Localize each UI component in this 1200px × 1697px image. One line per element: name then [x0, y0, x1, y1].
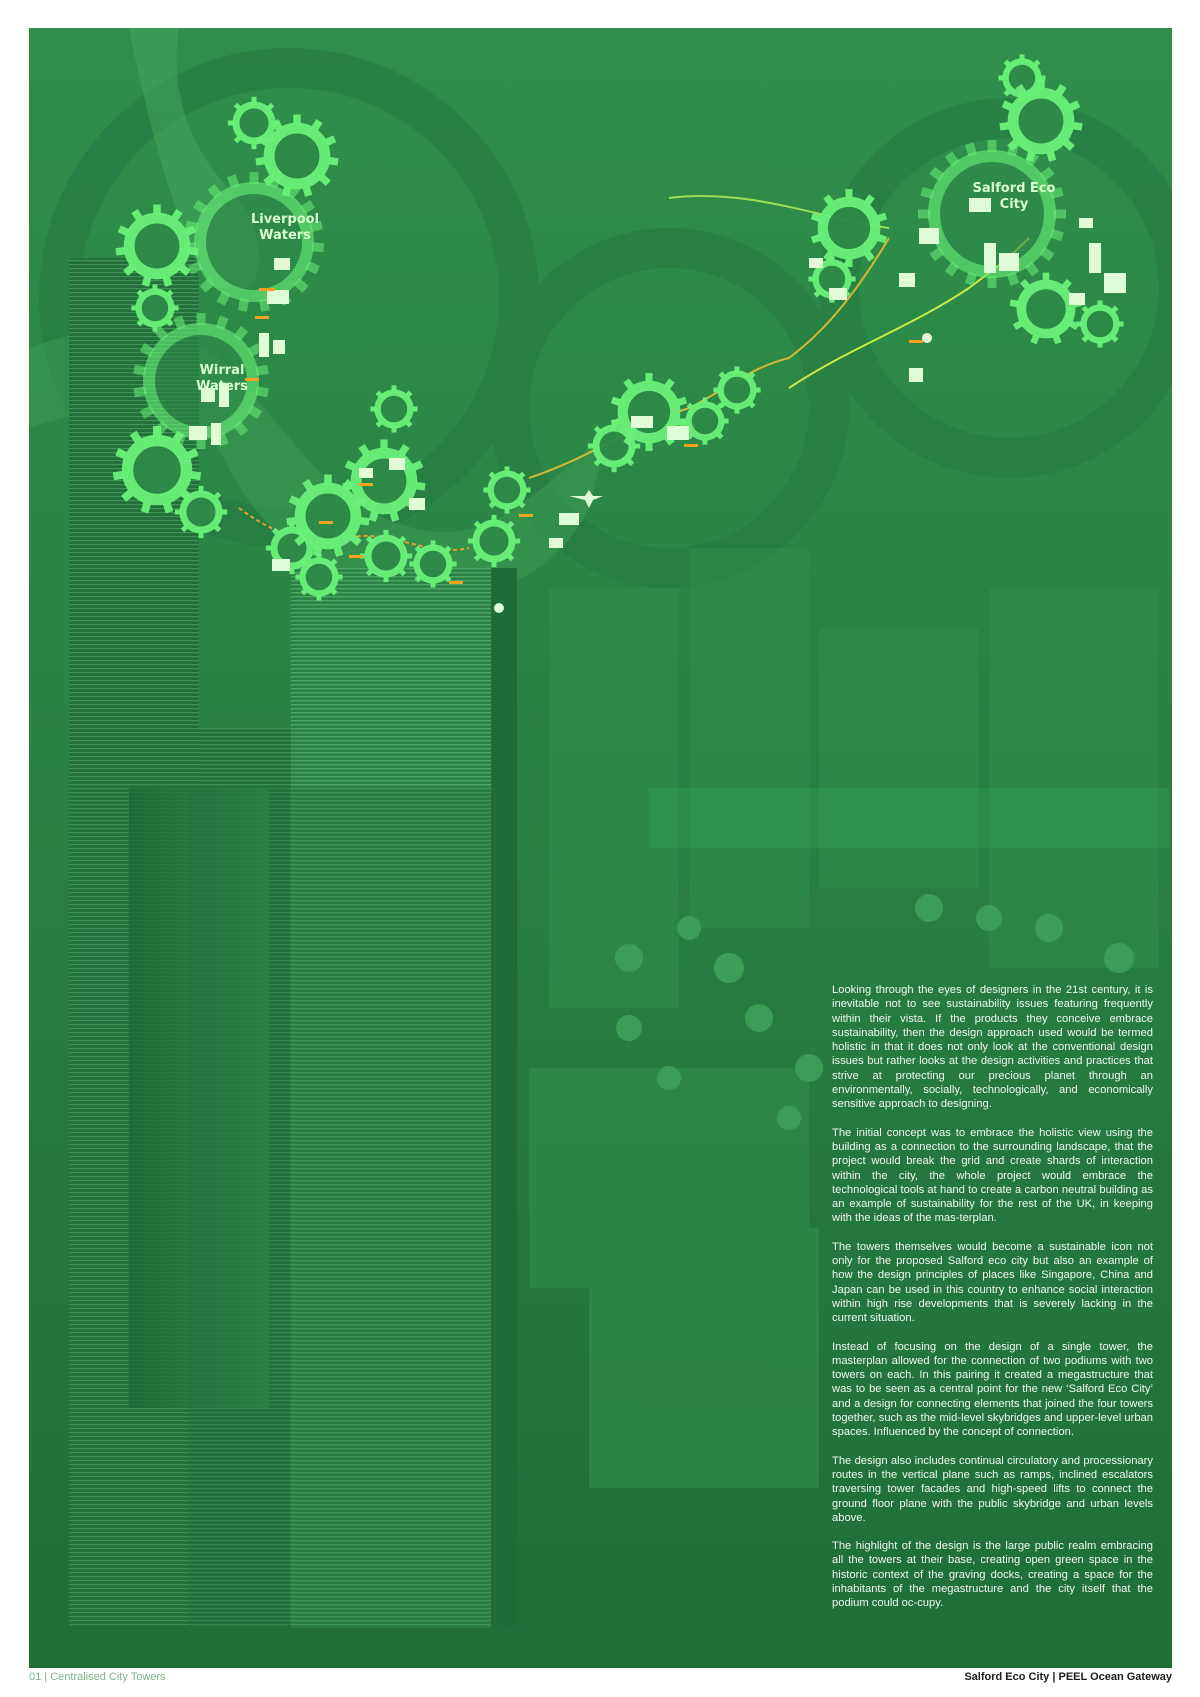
- building-icon: [809, 258, 823, 268]
- building-icon: [829, 288, 847, 300]
- building-icon: [274, 258, 290, 270]
- briefcase-icon: [409, 498, 425, 510]
- building-icon: [1069, 293, 1085, 305]
- building-icon: [919, 228, 939, 244]
- body-paragraph: Looking through the eyes of designers in the 21st century, it is inevitable not to see sustainability issues featuring frequently within their vista. If the products they conceive embrace sustainability, then the design approach used would be termed holistic in that it does not only look at the conventional design issues but rather looks at the design activities and practices that strive at protecting our precious planet through an environmentally, socially, technologically, and economically sensitive approach to designing.: [832, 984, 1153, 1111]
- body-paragraph: The towers themselves would become a sustainable icon not only for the proposed Salford eco city but also an example of how the design principles of places like Singapore, China and Japan can be used in this country to enhance social interaction within high rise developments that is severely lacking in the current situation.: [832, 1240, 1153, 1325]
- factory-icon: [631, 416, 653, 428]
- gear-icon: [360, 530, 412, 582]
- footer-right: Salford Eco City | PEEL Ocean Gateway: [964, 1671, 1172, 1683]
- building-icon: [1104, 273, 1126, 293]
- building-icon: [267, 290, 289, 304]
- building-icon: [899, 273, 915, 287]
- briefcase-icon: [1079, 218, 1093, 228]
- body-paragraph: The highlight of the design is the large public realm embracing all the towers at their base, creating open green space in the historic context of the graving docks, creating a space for the inhabitants of the megastructure and the city itself that the podium could oc-cupy.: [832, 1540, 1153, 1610]
- building-icon: [667, 426, 689, 440]
- gear-icon: [483, 466, 530, 513]
- gear-icon: [295, 553, 342, 600]
- body-text: [832, 983, 1153, 1625]
- leaf-icon: [922, 333, 932, 343]
- poster-panel: [29, 28, 1172, 1668]
- gear-icon: [409, 540, 456, 587]
- briefcase-icon: [389, 458, 405, 470]
- gear-icon: [175, 486, 227, 538]
- body-paragraph: Instead of focusing on the design of a single tower, the masterplan allowed for the connection of two podiums with two towers on each. In this pairing it created a megastructure that was to be seen as a central point for the new ‘Salford Eco City’ and a design for connecting elements that joined the four towers together, such as the mid-level skybridges and upper-level urban spaces. Influenced by the concept of connection.: [832, 1340, 1153, 1439]
- gear-icon: [370, 385, 417, 432]
- briefcase-icon: [549, 538, 563, 548]
- gear-icon: [468, 515, 520, 567]
- footer-left: 01 | Centralised City Towers: [29, 1671, 166, 1683]
- gear-icon: [713, 366, 760, 413]
- factory-icon: [272, 559, 290, 571]
- briefcase-icon: [359, 468, 373, 478]
- canal: [649, 788, 1169, 848]
- building-icon: [559, 513, 579, 525]
- body-paragraph: The design also includes continual circulatory and processionary routes in the vertical plane such as ramps, inclined escalators traversing tower facades and high-speed lifts to connect the ground floor plane with the public skybridge and urban levels above.: [832, 1454, 1153, 1524]
- leaf-icon: [494, 603, 504, 613]
- building-icon: [259, 333, 285, 357]
- building-icon: [909, 368, 923, 382]
- body-paragraph: The initial concept was to embrace the holistic view using the building as a connection to the surrounding landscape, that the project would break the grid and create shards of interaction within the city, the whole project would embrace the technological tools at hand to create a carbon neutral building as an example of sustainability for the rest of the UK, in keeping with the ideas of the mas-terplan.: [832, 1126, 1153, 1225]
- gear-icon: [131, 284, 178, 331]
- building-icon: [1089, 243, 1101, 273]
- gear-label-liverpool: Liverpool Waters: [250, 212, 320, 243]
- gear-label-wirral: Wirral Waters: [196, 363, 248, 394]
- gear-icon: [1076, 300, 1123, 347]
- gear-label-salford: Salford Eco City: [972, 181, 1056, 212]
- gear-icon: [1010, 273, 1083, 345]
